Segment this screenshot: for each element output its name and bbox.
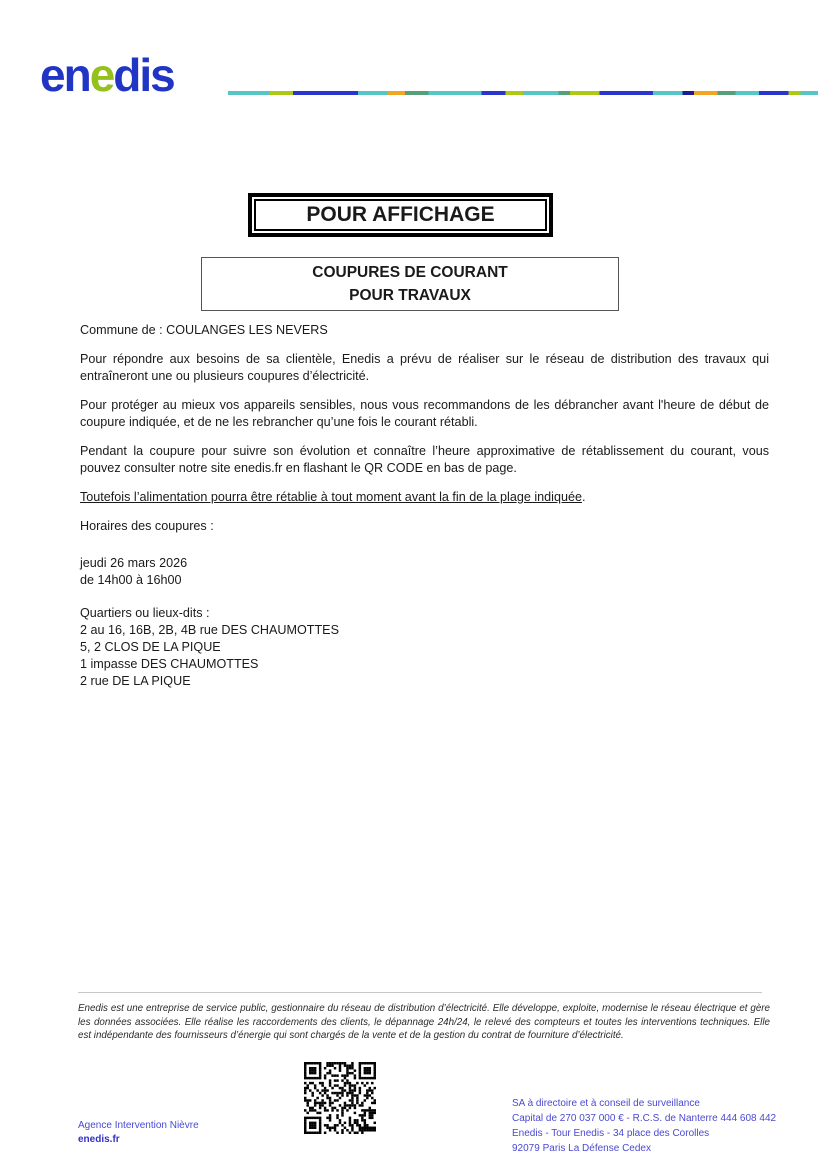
qr-code bbox=[304, 1062, 376, 1134]
legal-block bbox=[512, 1096, 776, 1156]
logo-part-blue1: en bbox=[40, 49, 90, 101]
coupures-title-box bbox=[201, 257, 619, 311]
logo-part-green: e bbox=[89, 49, 114, 101]
enedis-logo bbox=[40, 49, 174, 101]
paragraph-intro: Pour répondre aux besoins de sa clientèle, Enedis a prévu de réaliser sur le réseau de distribution des travaux qui entraîneront une ou plusieurs coupures d’électricité. bbox=[80, 352, 769, 383]
quartier-line: 2 au 16, 16B, 2B, 4B rue DES CHAUMOTTES bbox=[80, 623, 339, 637]
agency-block bbox=[78, 1119, 199, 1147]
company-description: Enedis est une entreprise de service public, gestionnaire du réseau de distribution d’électricité. Elle développe, exploite, modernise le réseau électrique et gère les données associées. Elle réalise les raccordements des clients, le dépannage 24h/24, le relevé des compteurs et toutes les interventions techniques. Elle est indépendante des fournisseurs d’énergie qui sont chargés de la vente et de la gestion du contrat de fourniture d’électricité. bbox=[78, 1003, 770, 1041]
underlined-notice-period: . bbox=[581, 490, 586, 504]
underlined-notice bbox=[80, 489, 769, 506]
commune-line: Commune de : COULANGES LES NEVERS bbox=[80, 323, 328, 337]
pour-affichage-box bbox=[248, 193, 553, 237]
outage-schedule bbox=[80, 555, 580, 589]
underlined-notice-text: Toutefois l’alimentation pourra être rétablie à tout moment avant la fin de la plage indiquée bbox=[80, 490, 582, 504]
outage-date: jeudi 26 mars 2026 bbox=[80, 556, 188, 570]
legal-line: Enedis - Tour Enedis - 34 place des Corolles bbox=[512, 1128, 710, 1139]
notice-body bbox=[80, 322, 769, 547]
pour-affichage-label: POUR AFFICHAGE bbox=[254, 199, 547, 231]
coupures-title-line2: POUR TRAVAUX bbox=[349, 287, 471, 304]
logo-part-blue2: dis bbox=[113, 49, 174, 101]
paragraph-protect: Pour protéger au mieux vos appareils sensibles, nous vous recommandons de les débrancher avant l'heure de début de coupure indiquée, et de ne les rebrancher qu’une fois le courant rétabli. bbox=[80, 398, 769, 429]
agency-name: Agence Intervention Nièvre bbox=[78, 1120, 199, 1131]
website-label: enedis.fr bbox=[78, 1134, 120, 1145]
brand-colored-divider bbox=[228, 91, 818, 95]
legal-line: Capital de 270 037 000 € - R.C.S. de Nanterre 444 608 442 bbox=[512, 1113, 777, 1124]
paragraph-qrcode: Pendant la coupure pour suivre son évolution et connaître l’heure approximative de rétablissement du courant, vous pouvez consulter notre site enedis.fr en flashant le QR CODE en bas de page. bbox=[80, 444, 769, 475]
quartier-line: 1 impasse DES CHAUMOTTES bbox=[80, 657, 259, 671]
quartier-line: 5, 2 CLOS DE LA PIQUE bbox=[80, 640, 221, 654]
legal-line: SA à directoire et à conseil de surveillance bbox=[512, 1098, 700, 1109]
quartiers-label: Quartiers ou lieux-dits : bbox=[80, 606, 210, 620]
footer-divider bbox=[78, 992, 762, 993]
quartier-line: 2 rue DE LA PIQUE bbox=[80, 674, 191, 688]
quartiers-block bbox=[80, 605, 580, 690]
legal-line: 92079 Paris La Défense Cedex bbox=[512, 1143, 651, 1154]
coupures-title-line1: COUPURES DE COURANT bbox=[312, 264, 508, 281]
outage-time: de 14h00 à 16h00 bbox=[80, 573, 182, 587]
horaires-label: Horaires des coupures : bbox=[80, 519, 214, 533]
